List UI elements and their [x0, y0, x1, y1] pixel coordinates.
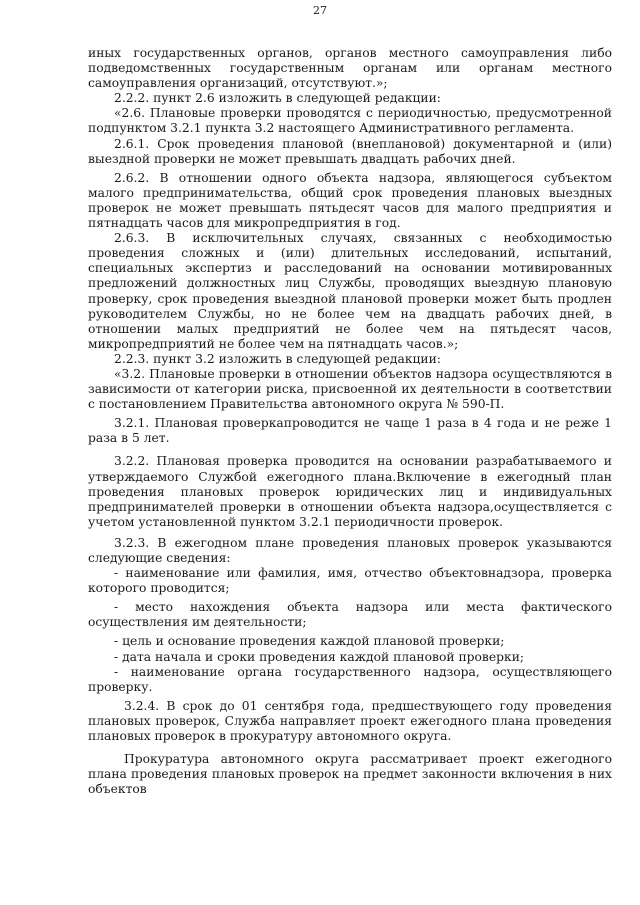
paragraph-3-2-1: 3.2.1. Плановая проверкапроводится не чаще 1 раза в 4 года и не реже 1 раза в 5 лет.: [88, 416, 612, 446]
list-item-name: - наименование или фамилия, имя, отчество объектовнадзора, проверка которого проводится;: [88, 566, 612, 596]
list-item-location: - место нахождения объекта надзора или места фактического осуществления им деятельности;: [88, 600, 612, 630]
paragraph-3-2-2: 3.2.2. Плановая проверка проводится на основании разрабатываемого и утверждаемого Службой ежегодного плана.Включение в ежегодный план проведения плановых проверок юридических лиц и индивидуальных предпринимателей проверки в отношении объекта надзора,осуществляется с учетом установленной пунктом 3.2.1 периодичности проверок.: [88, 454, 612, 529]
list-item-dates: - дата начала и сроки проведения каждой плановой проверки;: [114, 649, 525, 664]
paragraph-2-6-3: 2.6.3. В исключительных случаях, связанных с необходимостью проведения сложных и (или) длительных исследований, испытаний, специальных экспертиз и расследований на основании мотивированных предложений должностных лиц Службы, проводящих выездную плановую проверку, срок проведения выездной плановой проверки может быть продлен руководителем Службы, но не более чем на двадцать рабочих дней, в отношении малых предприятий не более чем на пятьдесят часов, микропредприятий не более чем на пятнадцать часов.»;: [88, 231, 612, 351]
paragraph-2-2-3: 2.2.3. пункт 3.2 изложить в следующей редакции:: [114, 351, 441, 366]
paragraph-continuation: иных государственных органов, органов местного самоуправления либо подведомственных государственным органам или органам местного самоуправления организаций, отсутствуют.»;: [88, 46, 612, 91]
paragraph-2-6: «2.6. Плановые проверки проводятся с периодичностью, предусмотренной подпунктом 3.2.1 пункта 3.2 настоящего Административного регламента.: [88, 106, 612, 136]
paragraph-3-2-4: 3.2.4. В срок до 01 сентября года, предшествующего году проведения плановых проверок, Служба направляет проект ежегодного плана проведения плановых проверок в прокуратуру автономного округа.: [88, 698, 612, 744]
document-body: [88, 46, 612, 797]
paragraph-2-2-2: 2.2.2. пункт 2.6 изложить в следующей редакции:: [114, 91, 441, 106]
page-number: 27: [313, 4, 327, 17]
paragraph-3-2: «3.2. Плановые проверки в отношении объектов надзора осуществляются в зависимости от категории риска, присвоенной их деятельности в соответствии с постановлением Правительства автономного округа № 590-П.: [88, 366, 612, 412]
paragraph-2-6-2: 2.6.2. В отношении одного объекта надзора, являющегося субъектом малого предпринимательства, общий срок проведения плановых выездных проверок не может превышать пятьдесят часов для малого предприятия и пятнадцать часов для микропредприятия в год.: [88, 170, 612, 231]
paragraph-prosecutor: Прокуратура автономного округа рассматривает проект ежегодного плана проведения плановых проверок на предмет законности включения в них объектов: [88, 752, 612, 797]
list-item-authority: - наименование органа государственного надзора, осуществляющего проверку.: [88, 664, 612, 694]
paragraph-2-6-1: 2.6.1. Срок проведения плановой (внеплановой) документарной и (или) выездной проверки не может превышать двадцать рабочих дней.: [88, 136, 612, 166]
list-item-purpose: - цель и основание проведения каждой плановой проверки;: [114, 634, 505, 649]
paragraph-3-2-3: 3.2.3. В ежегодном плане проведения плановых проверок указываются следующие сведения:: [88, 535, 612, 565]
